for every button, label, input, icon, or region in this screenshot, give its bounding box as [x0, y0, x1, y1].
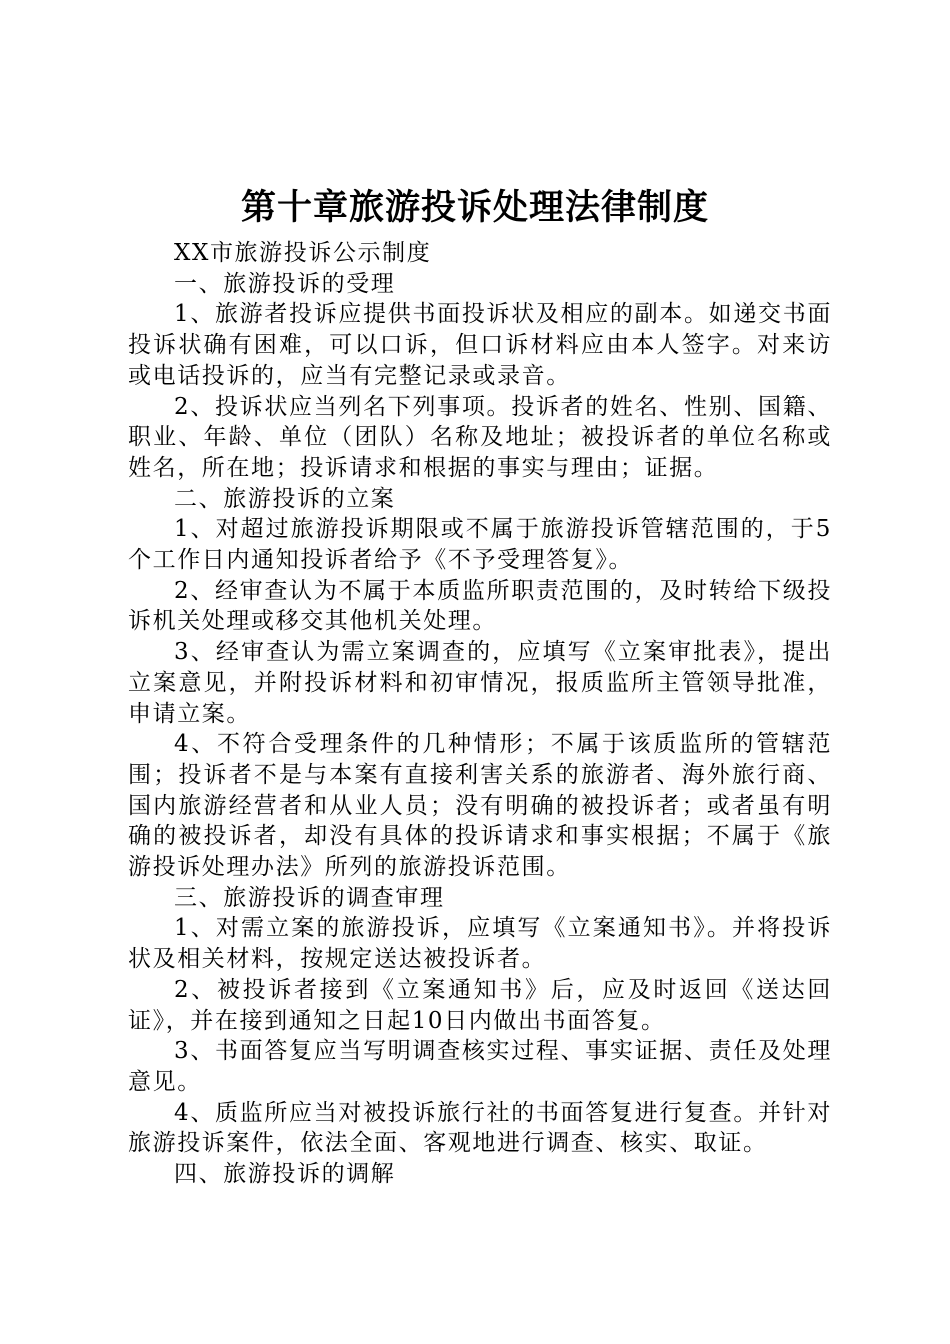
paragraph: 2、投诉状应当列名下列事项。投诉者的姓名、性别、国籍、职业、年龄、单位（团队）名称及地址；被投诉者的单位名称或姓名，所在地；投诉请求和根据的事实与理由；证据。 [128, 393, 832, 481]
section-heading-investigation: 三、旅游投诉的调查审理 [174, 884, 445, 911]
paragraph: 2、被投诉者接到《立案通知书》后，应及时返回《送达回证》，并在接到通知之日起10日内做出书面答复。 [128, 976, 832, 1034]
document-title: 第十章旅游投诉处理法律制度 [240, 188, 709, 228]
section-heading-mediation: 四、旅游投诉的调解 [174, 1161, 396, 1188]
paragraph: 3、经审查认为需立案调查的，应填写《立案审批表》，提出立案意见，并附投诉材料和初审情况，报质监所主管领导批准，申请立案。 [128, 639, 832, 727]
paragraph-system-title: XX市旅游投诉公示制度 [174, 240, 432, 266]
paragraph: 4、不符合受理条件的几种情形；不属于该质监所的管辖范围；投诉者不是与本案有直接利害关系的旅游者、海外旅行商、国内旅游经营者和从业人员；没有明确的被投诉者；或者虽有明确的被投诉者，却没有具体的投诉请求和事实根据；不属于《旅游投诉处理办法》所列的旅游投诉范围。 [128, 731, 832, 881]
section-heading-filing: 二、旅游投诉的立案 [174, 485, 396, 512]
paragraph: 1、对超过旅游投诉期限或不属于旅游投诉管辖范围的，于5个工作日内通知投诉者给予《不予受理答复》。 [128, 516, 832, 574]
paragraph: 1、旅游者投诉应提供书面投诉状及相应的副本。如递交书面投诉状确有困难，可以口诉，但口诉材料应由本人签字。对来访或电话投诉的，应当有完整记录或录音。 [128, 301, 832, 389]
paragraph: 1、对需立案的旅游投诉，应填写《立案通知书》。并将投诉状及相关材料，按规定送达被投诉者。 [128, 915, 832, 973]
paragraph: 4、质监所应当对被投诉旅行社的书面答复进行复查。并针对旅游投诉案件，依法全面、客观地进行调查、核实、取证。 [128, 1099, 832, 1157]
section-heading-acceptance: 一、旅游投诉的受理 [174, 270, 396, 297]
document-body [128, 238, 832, 1190]
paragraph: 3、书面答复应当写明调查核实过程、事实证据、责任及处理意见。 [128, 1038, 832, 1095]
paragraph: 2、经审查认为不属于本质监所职责范围的，及时转给下级投诉机关处理或移交其他机关处理。 [128, 577, 832, 635]
